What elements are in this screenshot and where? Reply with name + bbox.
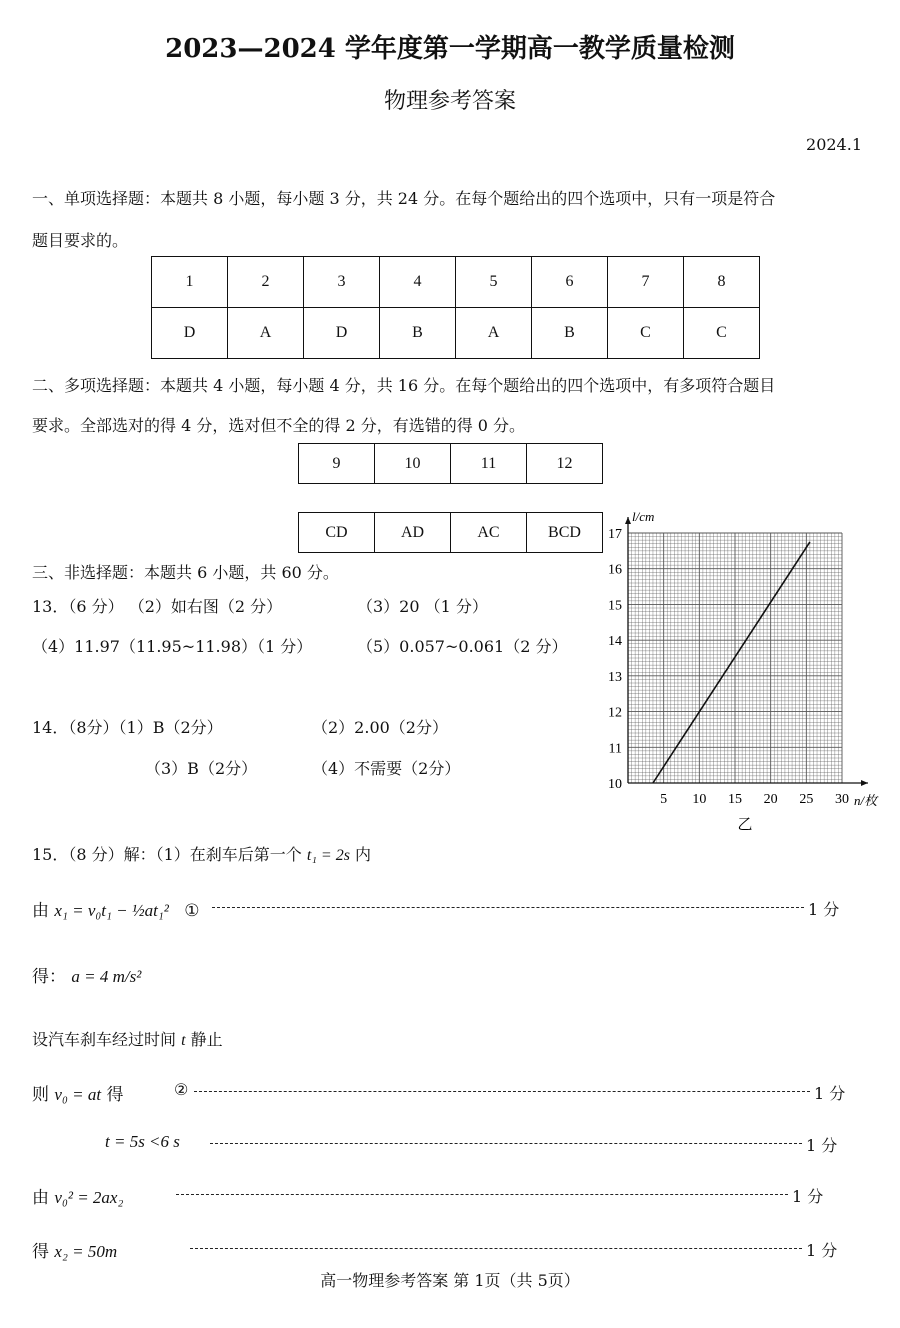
- x-tick-label: 20: [763, 792, 778, 807]
- answer-cell: B: [380, 308, 456, 359]
- answer-cell: AD: [375, 513, 451, 553]
- page-title: 2023—2024 学年度第一学期高一教学质量检测: [165, 34, 735, 64]
- y-tick-label: 10: [608, 777, 622, 792]
- q15-step5: [105, 1132, 180, 1152]
- chart-caption: 乙: [737, 817, 753, 833]
- question-number-cell: 3: [304, 257, 380, 308]
- x-axis-arrow: [861, 780, 868, 786]
- q15-step6: [32, 1183, 123, 1208]
- y-tick-label: 11: [608, 741, 622, 757]
- answer-cell: C: [608, 308, 684, 359]
- x-tick-label: 15: [728, 792, 742, 807]
- section2-intro-line1: 二、多项选择题：本题共 4 小题，每小题 4 分，共 16 分。在每个题给出的四个选项中，有多项符合题目: [32, 376, 776, 395]
- section2-intro-line2: 要求。全部选对的得 4 分，选对但不全的得 2 分，有选错的得 0 分。: [32, 416, 526, 435]
- q14-line1-left: 14．（8分）（1）B（2分）: [32, 718, 223, 737]
- q13-line1-right: （3）20 （1 分）: [357, 597, 488, 616]
- question-number-cell: 8: [684, 257, 760, 308]
- answer-cell: D: [152, 308, 228, 359]
- q14-line2-right: （4）不需要（2分）: [312, 759, 461, 778]
- step-prefix: 得: [32, 1242, 49, 1262]
- document-date: 2024.1: [806, 135, 862, 154]
- y-tick-label: 17: [608, 527, 622, 542]
- answer-table-number-row: [152, 257, 760, 308]
- step-prefix: 由: [32, 901, 49, 921]
- page-subtitle: 物理参考答案: [383, 89, 516, 114]
- step-text: 静止: [190, 1030, 223, 1049]
- x-axis-label: n/枚: [854, 793, 878, 808]
- dash-leader: [194, 1091, 810, 1092]
- q15-step7: [32, 1237, 117, 1262]
- answer-table-answer-row: [152, 308, 760, 359]
- q14-line2-left: （3）B（2分）: [145, 759, 258, 778]
- y-tick-label: 16: [608, 562, 622, 578]
- multi-choice-number-table: [298, 443, 603, 484]
- step-prefix: 由: [32, 1188, 49, 1208]
- answer-cell: B: [532, 308, 608, 359]
- step-prefix: 则: [32, 1085, 49, 1105]
- score-label: 1 分: [814, 1084, 846, 1103]
- question-number-cell: 7: [608, 257, 684, 308]
- y-axis-arrow: [625, 517, 631, 524]
- section3-intro: 三、非选择题：本题共 6 小题，共 60 分。: [32, 563, 339, 582]
- acceleration-result: a = 4 m/s²: [71, 967, 142, 986]
- y-tick-label: 12: [608, 705, 622, 721]
- spring-length-chart: [595, 505, 895, 840]
- y-tick-label: 13: [608, 669, 622, 685]
- displacement-equation: v₀² = 2ax₂: [54, 1188, 124, 1207]
- kinematics-equation: x₁ = v₀t₁ − ½at₁²: [54, 901, 169, 920]
- dash-leader: [212, 907, 804, 908]
- displacement-result: x₂ = 50m: [54, 1242, 118, 1261]
- x-tick-label: 10: [692, 792, 707, 807]
- question-number-cell: 10: [375, 444, 451, 484]
- score-label: 1 分: [792, 1187, 824, 1206]
- q15-step3: [32, 1027, 223, 1050]
- answer-cell: A: [456, 308, 532, 359]
- x-tick-label: 5: [660, 792, 668, 807]
- answer-cell: BCD: [527, 513, 603, 553]
- question-number-cell: 1: [152, 257, 228, 308]
- q14-line1-right: （2）2.00（2分）: [312, 718, 448, 737]
- q13-line2-left: （4）11.97（11.95~11.98）（1 分）: [32, 637, 313, 656]
- answer-table-answer-row: [299, 513, 603, 553]
- question-number-cell: 12: [527, 444, 603, 484]
- score-label: 1 分: [808, 900, 840, 919]
- q13-line2-right: （5）0.057~0.061（2 分）: [357, 637, 568, 656]
- q15-heading-tail: 内: [355, 845, 372, 864]
- answer-cell: AC: [451, 513, 527, 553]
- question-number-cell: 11: [451, 444, 527, 484]
- q13-line1-left: 13．（6 分） （2）如右图（2 分）: [32, 597, 283, 616]
- answer-cell: C: [684, 308, 760, 359]
- velocity-equation: v₀ = at: [54, 1085, 102, 1104]
- q15-step4: [32, 1080, 123, 1105]
- y-tick-label: 15: [608, 598, 622, 614]
- page-footer: 高一物理参考答案 第 1页（共 5页）: [320, 1271, 580, 1290]
- y-tick-label: 14: [608, 634, 622, 650]
- score-label: 1 分: [806, 1136, 838, 1155]
- section1-intro-line1: 一、单项选择题：本题共 8 小题，每小题 3 分，共 24 分。在每个题给出的四个选项中，只有一项是符合: [32, 189, 776, 208]
- answer-cell: A: [228, 308, 304, 359]
- step-text: 得: [106, 1085, 124, 1105]
- multi-choice-answer-table: [298, 512, 603, 553]
- dash-leader: [190, 1248, 802, 1249]
- question-number-cell: 5: [456, 257, 532, 308]
- time-variable: t: [181, 1032, 186, 1049]
- answer-table-number-row: [299, 444, 603, 484]
- x-tick-label: 30: [835, 792, 849, 807]
- q15-heading-text: 15．（8 分）解：（1）在刹车后第一个: [32, 845, 302, 864]
- question-number-cell: 4: [380, 257, 456, 308]
- equation-tag: ②: [174, 1080, 189, 1099]
- answer-cell: CD: [299, 513, 375, 553]
- section1-intro-line2: 题目要求的。: [32, 231, 129, 250]
- question-number-cell: 9: [299, 444, 375, 484]
- x-tick-label: 25: [799, 792, 814, 807]
- q15-step1: [32, 896, 200, 921]
- question-number-cell: 6: [532, 257, 608, 308]
- dash-leader: [210, 1143, 802, 1144]
- question-number-cell: 2: [228, 257, 304, 308]
- equation-tag: ①: [184, 901, 200, 921]
- single-choice-answer-table: [151, 256, 760, 359]
- answer-cell: D: [304, 308, 380, 359]
- q15-heading-formula: t₁ = 2s: [306, 847, 350, 864]
- step-prefix: 得：: [32, 967, 66, 987]
- step-text: 设汽车刹车经过时间: [32, 1030, 177, 1049]
- q15-heading: [32, 842, 371, 865]
- score-label: 1 分: [806, 1241, 838, 1260]
- q15-step2: [32, 962, 141, 987]
- dash-leader: [176, 1194, 788, 1195]
- y-axis-label: l/cm: [632, 509, 655, 524]
- stop-time-result: t = 5s <6 s: [105, 1132, 180, 1151]
